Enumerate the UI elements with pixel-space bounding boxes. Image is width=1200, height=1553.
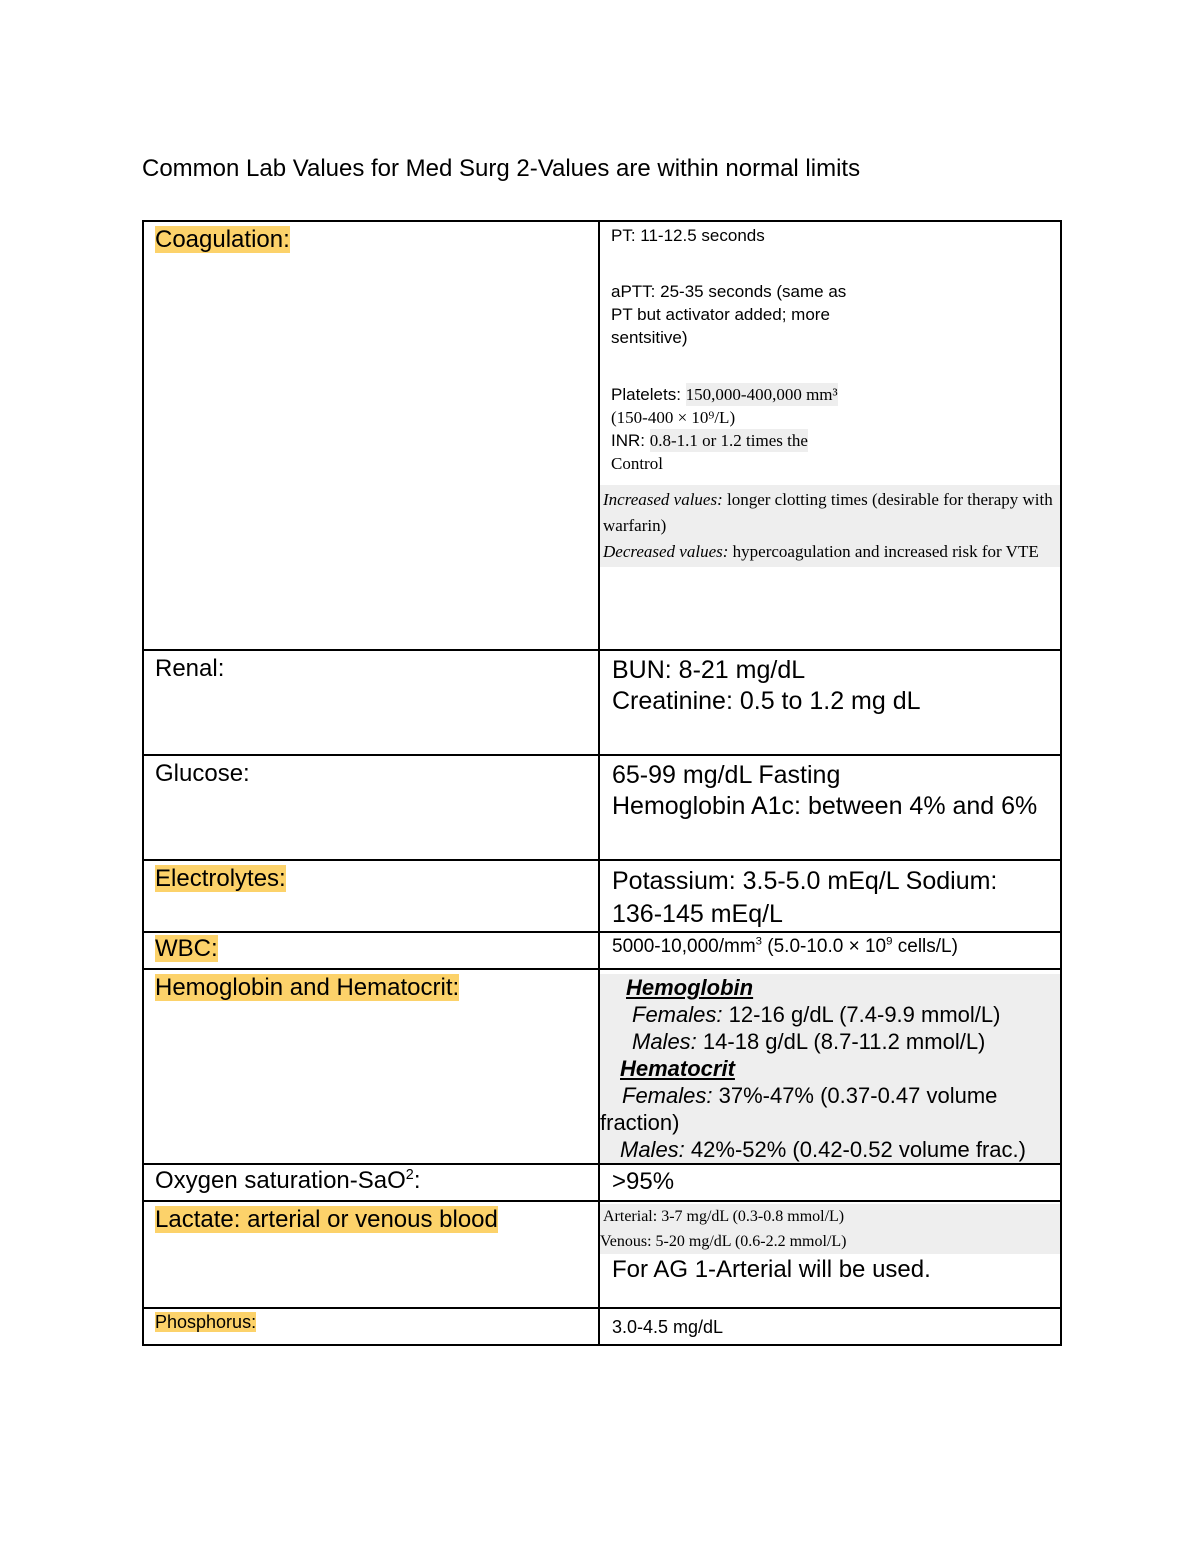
electrolytes-value: Potassium: 3.5-5.0 mEq/L Sodium: 136-145 mEq/L — [612, 867, 998, 928]
hgb-females: Females: 12-16 g/dL (7.4-9.9 mmol/L) — [632, 1002, 1001, 1027]
hgb-hct-label: Hemoglobin and Hematocrit: — [155, 974, 460, 1001]
aptt-value-line-3: sentsitive) — [611, 328, 688, 347]
glucose-values-cell — [599, 755, 1061, 860]
oxygen-values-cell — [599, 1164, 1061, 1201]
platelets-si: (150-400 × 10⁹/L) — [611, 408, 736, 427]
pt-value: PT: 11-12.5 seconds — [611, 226, 765, 245]
lactate-label: Lactate: arterial or venous blood — [155, 1206, 498, 1233]
platelets-label: Platelets: — [611, 385, 681, 404]
table-row-glucose — [143, 755, 1061, 860]
wbc-value: $5000-10,000/mm^3$ ($5.0-10.0 \times 10^9$ cells/L) — [612, 935, 958, 957]
wbc-label: WBC: — [155, 935, 218, 962]
phosphorus-values-cell — [599, 1308, 1061, 1345]
glucose-fasting-value: 65-99 mg/dL Fasting — [612, 761, 841, 789]
lactate-label-cell — [143, 1201, 599, 1308]
increased-note — [600, 487, 1056, 539]
renal-label: Renal: — [155, 655, 225, 682]
table-row-electrolytes — [143, 860, 1061, 932]
electrolytes-label-cell — [143, 860, 599, 932]
decreased-text: hypercoagulation and increased risk for VTE — [732, 542, 1039, 561]
decreased-label: Decreased values: — [603, 542, 729, 561]
coagulation-notes — [600, 485, 1060, 567]
wbc-label-cell — [143, 932, 599, 969]
coagulation-label: Coagulation: — [155, 226, 290, 253]
table-row-coagulation — [143, 221, 1061, 650]
lactate-values-cell — [599, 1201, 1061, 1308]
coagulation-values-cell — [599, 221, 1061, 650]
creatinine-value: Creatinine: 0.5 to 1.2 mg dL — [612, 687, 921, 715]
oxygen-label-cell — [143, 1164, 599, 1201]
oxygen-value: >95% — [612, 1168, 675, 1195]
platelets-value: 150,000-400,000 mm³ — [685, 385, 838, 404]
hematocrit-title: Hematocrit — [620, 1056, 735, 1081]
aptt-value-line-2: PT but activator added; more — [611, 305, 830, 324]
table-row-oxygen — [143, 1164, 1061, 1201]
phosphorus-label-cell — [143, 1308, 599, 1345]
renal-values-cell — [599, 650, 1061, 755]
lactate-arterial: Arterial: 3-7 mg/dL (0.3-0.8 mmol/L) — [603, 1208, 845, 1225]
table-row-lactate — [143, 1201, 1061, 1308]
phosphorus-label: Phosphorus: — [155, 1312, 257, 1332]
glucose-label: Glucose: — [155, 760, 250, 787]
renal-label-cell — [143, 650, 599, 755]
hemoglobin-title: Hemoglobin — [626, 975, 754, 1000]
hgb-hct-label-cell — [143, 969, 599, 1164]
aptt-value-line-1: aPTT: 25-35 seconds (same as — [611, 282, 847, 301]
increased-text: longer clotting times (desirable for therapy with warfarin) — [603, 490, 1053, 535]
table-row-renal — [143, 650, 1061, 755]
hgb-hct-values-cell — [599, 969, 1061, 1164]
hct-females: Females: 37%-47% (0.37-0.47 volume — [622, 1083, 998, 1108]
table-row-wbc — [143, 932, 1061, 969]
bun-value: BUN: 8-21 mg/dL — [612, 656, 806, 684]
wbc-values-cell — [599, 932, 1061, 969]
inr-value: 0.8-1.1 or 1.2 times the — [649, 431, 808, 450]
page-title: Common Lab Values for Med Surg 2-Values are within normal limits — [142, 155, 861, 182]
decreased-note — [600, 539, 1056, 565]
oxygen-label: Oxygen saturation-SaO$^2$: — [155, 1167, 421, 1194]
table-row-hgb-hct — [143, 969, 1061, 1164]
increased-label: Increased values: — [603, 490, 723, 509]
lactate-venous: Venous: 5-20 mg/dL (0.6-2.2 mmol/L) — [600, 1233, 847, 1250]
inr-label: INR: — [611, 431, 645, 450]
electrolytes-values-cell — [599, 860, 1061, 932]
coagulation-label-cell — [143, 221, 599, 650]
electrolytes-label: Electrolytes: — [155, 865, 286, 892]
table-row-phosphorus — [143, 1308, 1061, 1345]
a1c-value: Hemoglobin A1c: between 4% and 6% — [612, 792, 1038, 820]
inr-value-2: Control — [611, 454, 663, 473]
inr-row — [611, 429, 1060, 452]
platelets-row — [611, 383, 1060, 406]
hct-females-2: fraction) — [600, 1110, 680, 1135]
glucose-label-cell — [143, 755, 599, 860]
hct-males: Males: 42%-52% (0.42-0.52 volume frac.) — [620, 1137, 1026, 1162]
lactate-note: For AG 1-Arterial will be used. — [612, 1256, 931, 1283]
hgb-males: Males: 14-18 g/dL (8.7-11.2 mmol/L) — [632, 1029, 986, 1054]
phosphorus-value: 3.0-4.5 mg/dL — [612, 1317, 724, 1337]
lab-values-table — [142, 220, 1062, 1346]
